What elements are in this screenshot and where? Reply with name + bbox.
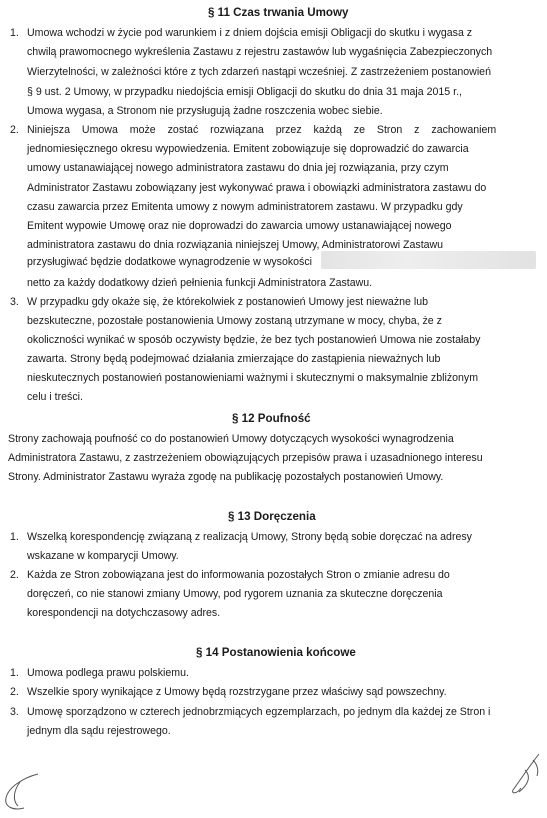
- section-11-item-3-line: okoliczności wynikać w sposób oczywisty będzie, że bez tych postanowień Umowa nie zostałaby: [27, 334, 481, 346]
- section-11-item-2-line: administratora zastawu do dnia rozwiązania niniejszej Umowy, Administratorowi Zastawu: [27, 239, 444, 251]
- redacted-amount-block: [321, 251, 536, 269]
- section-13-item-2-line: Każda ze Stron zobowiązana jest do informowania pozostałych Stron o zmianie adresu do: [27, 569, 450, 581]
- section-11-item-2-number: 2.: [10, 124, 19, 136]
- section-13-heading: § 13 Doręczenia: [228, 510, 316, 523]
- section-13-item-2-number: 2.: [10, 569, 19, 581]
- section-14-item-1-number: 1.: [10, 667, 19, 679]
- section-11-item-2-line: netto za każdy dodatkowy dzień pełnienia funkcji Administratora Zastawu.: [27, 277, 373, 289]
- section-11-item-3-line: celu i treści.: [27, 391, 83, 403]
- right-paraph-signature: [503, 750, 547, 800]
- section-13-item-1-line: wskazane w komparycji Umowy.: [27, 550, 179, 562]
- section-12-line: Administratora Zastawu, z zastrzeżeniem obowiązujących przepisów prawa i uzasadnionego interesu: [8, 452, 483, 464]
- section-14-item-2-number: 2.: [10, 686, 19, 698]
- section-11-item-2-line: czasu zawarcia przez Emitenta umowy z nowym administratorem zastawu. W przypadku gdy: [27, 201, 463, 213]
- section-11-item-3-line: nieskutecznych postanowień postanowieniami ważnymi i skutecznymi o maksymalnie zbliżonym: [27, 372, 479, 384]
- section-12-line: Strony zachowają poufność co do postanowień Umowy dotyczących wysokości wynagrodzenia: [8, 433, 454, 445]
- section-11-item-2-line: Niniejsza Umowa może zostać rozwiązana przez każdą ze Stron z zachowaniem: [27, 124, 497, 136]
- section-11-item-2-line: Administrator Zastawu zobowiązany jest wykonywać prawa i obowiązki administratora zastawu do: [27, 182, 487, 194]
- section-11-item-3-line: W przypadku gdy okaże się, że którekolwiek z postanowień Umowy jest nieważne lub: [27, 296, 428, 308]
- section-11-item-1-line: Wierzytelności, w zależności które z tych zdarzeń nastąpi wcześniej. Z zastrzeżeniem postanowień: [27, 66, 491, 78]
- section-11-heading: § 11 Czas trwania Umowy: [208, 6, 349, 19]
- section-11-item-1-line: Umowa wchodzi w życie pod warunkiem i z dniem dojścia emisji Obligacji do skutku i wygasa z: [27, 27, 473, 39]
- section-14-item-3-line: Umowę sporządzono w czterech jednobrzmiących egzemplarzach, po jednym dla każdej ze Stron i: [27, 706, 491, 718]
- section-14-item-2-line: Wszelkie spory wynikające z Umowy będą rozstrzygane przez właściwy sąd powszechny.: [27, 686, 447, 698]
- section-14-item-3-number: 3.: [10, 706, 19, 718]
- section-14-heading: § 14 Postanowienia końcowe: [196, 646, 356, 659]
- left-paraph-signature: [0, 770, 50, 815]
- section-13-item-2-line: doręczeń, co nie stanowi zmiany Umowy, pod rygorem uznania za skuteczne doręczenia: [27, 588, 443, 600]
- section-11-item-1-line: chwilą prawomocnego wykreślenia Zastawu z rejestru zastawów lub wygaśnięcia Zabezpieczonych: [27, 46, 493, 58]
- section-13-item-1-line: Wszelką korespondencję związaną z realizacją Umowy, Strony będą sobie doręczać na adresy: [27, 531, 472, 543]
- section-11-item-1-number: 1.: [10, 27, 19, 39]
- section-13-item-1-number: 1.: [10, 531, 19, 543]
- section-11-item-1-line: Umowa wygasa, a Stronom nie przysługują żadne roszczenia wobec siebie.: [27, 105, 383, 117]
- section-13-item-2-line: korespondencji na dotychczasowy adres.: [27, 607, 221, 619]
- section-11-item-3-line: zawarta. Strony będą podejmować działania zmierzające do zastąpienia nieważnych lub: [27, 353, 441, 365]
- section-11-item-3-line: bezskuteczne, pozostałe postanowienia Umowy zostaną utrzymane w mocy, chyba, że z: [27, 315, 442, 327]
- section-14-item-3-line: jednym dla sądu rejestrowego.: [27, 725, 171, 737]
- section-14-item-1-line: Umowa podlega prawu polskiemu.: [27, 667, 189, 679]
- section-11-item-2-line: umowy ustanawiającej nowego administratora zastawu do dnia jej rozwiązania, przy czym: [27, 162, 449, 174]
- section-12-line: Strony. Administrator Zastawu wyraża zgodę na publikację pozostałych postanowień Umowy.: [8, 471, 444, 483]
- section-11-item-3-number: 3.: [10, 296, 19, 308]
- section-11-item-2-line: Emitent wypowie Umowę oraz nie doprowadzi do zawarcia umowy ustanawiającej nowego: [27, 220, 452, 232]
- section-12-heading: § 12 Poufność: [232, 412, 311, 425]
- section-11-item-1-line: § 9 ust. 2 Umowy, w przypadku niedojścia emisji Obligacji do skutku do dnia 31 maja 2015 r.,: [27, 86, 462, 98]
- section-11-item-2-line: przysługiwać będzie dodatkowe wynagrodzenie w wysokości: [27, 256, 312, 268]
- section-11-item-2-line: jednomiesięcznego okresu wypowiedzenia. Emitent zobowiązuje się doprowadzić do zawarcia: [27, 143, 469, 155]
